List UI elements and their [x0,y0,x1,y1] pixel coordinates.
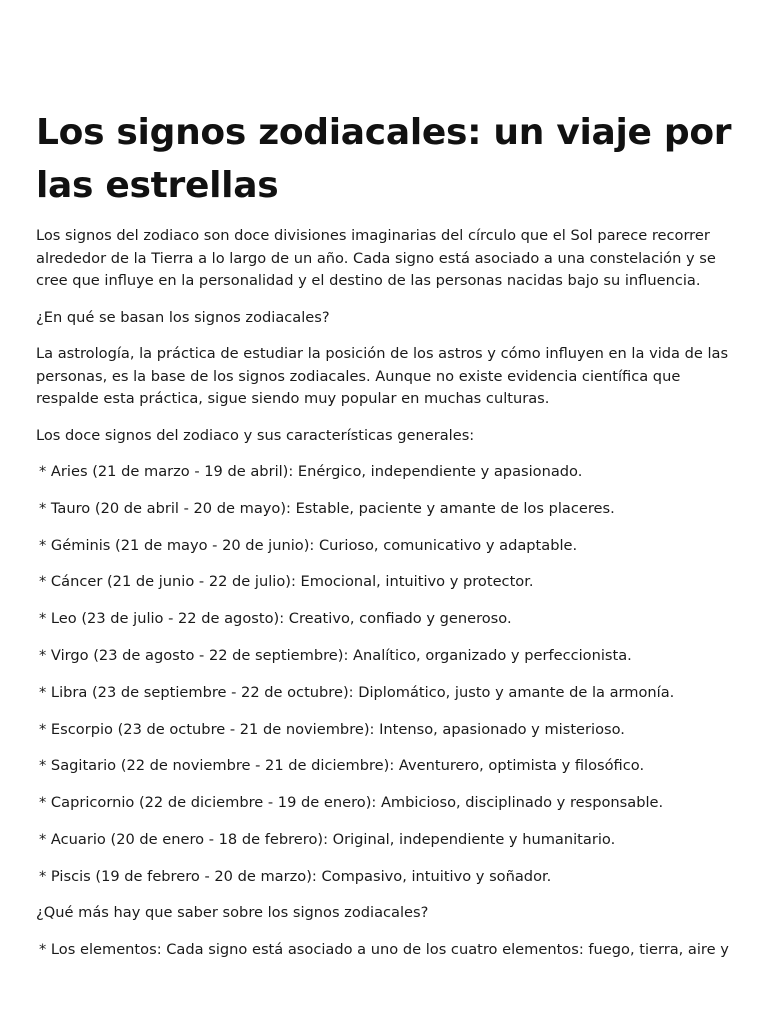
list-item-virgo: * Virgo (23 de agosto - 22 de septiembre): Analítico, organizado y perfeccionista. [39,646,632,664]
article-title: Los signos zodiacales: un viaje por las estrellas [36,112,732,206]
basis-paragraph: La astrología, la práctica de estudiar la posición de los astros y cómo influyen en la vida de las personas, es la base de los signos zodiacales. Aunque no existe evidencia científica que respalde esta práctica, sigue siendo muy popular en muchas culturas. [36,345,729,407]
question-more: ¿Qué más hay que saber sobre los signos zodiacales? [36,904,429,922]
more-list [36,939,734,962]
list-item-piscis: * Piscis (19 de febrero - 20 de marzo): Compasivo, intuitivo y soñador. [39,867,552,885]
list-item-leo: * Leo (23 de julio - 22 de agosto): Creativo, confiado y generoso. [39,610,512,628]
list-item-elementos: * Los elementos: Cada signo está asociado a uno de los cuatro elementos: fuego, tierra, aire y [39,940,729,958]
list-item-aries: * Aries (21 de marzo - 19 de abril): Enérgico, independiente y apasionado. [39,463,583,480]
list-item-libra: * Libra (23 de septiembre - 22 de octubre): Diplomático, justo y amante de la armonía. [39,683,675,701]
list-item-escorpio: * Escorpio (23 de octubre - 21 de noviembre): Intenso, apasionado y misterioso. [39,720,625,738]
intro-paragraph: Los signos del zodiaco son doce divisiones imaginarias del círculo que el Sol parece recorrer alrededor de la Tierra a lo largo de un año. Cada signo está asociado a una constelación y se cree que influye en la personalidad y el destino de las personas nacidas bajo su influencia. [36,227,716,289]
signs-heading: Los doce signos del zodiaco y sus características generales: [36,426,475,444]
list-item-geminis: * Géminis (21 de mayo - 20 de junio): Curioso, comunicativo y adaptable. [39,536,578,554]
list-item-tauro: * Tauro (20 de abril - 20 de mayo): Estable, paciente y amante de los placeres. [39,499,615,517]
question-basis: ¿En qué se basan los signos zodiacales? [36,308,330,326]
list-item-acuario: * Acuario (20 de enero - 18 de febrero): Original, independiente y humanitario. [39,830,616,848]
signs-list [36,461,734,903]
list-item-cancer: * Cáncer (21 de junio - 22 de julio): Emocional, intuitivo y protector. [39,573,534,591]
list-item-capricornio: * Capricornio (22 de diciembre - 19 de enero): Ambicioso, disciplinado y responsable. [39,794,664,812]
list-item-sagitario: * Sagitario (22 de noviembre - 21 de diciembre): Aventurero, optimista y filosófico. [39,757,645,775]
